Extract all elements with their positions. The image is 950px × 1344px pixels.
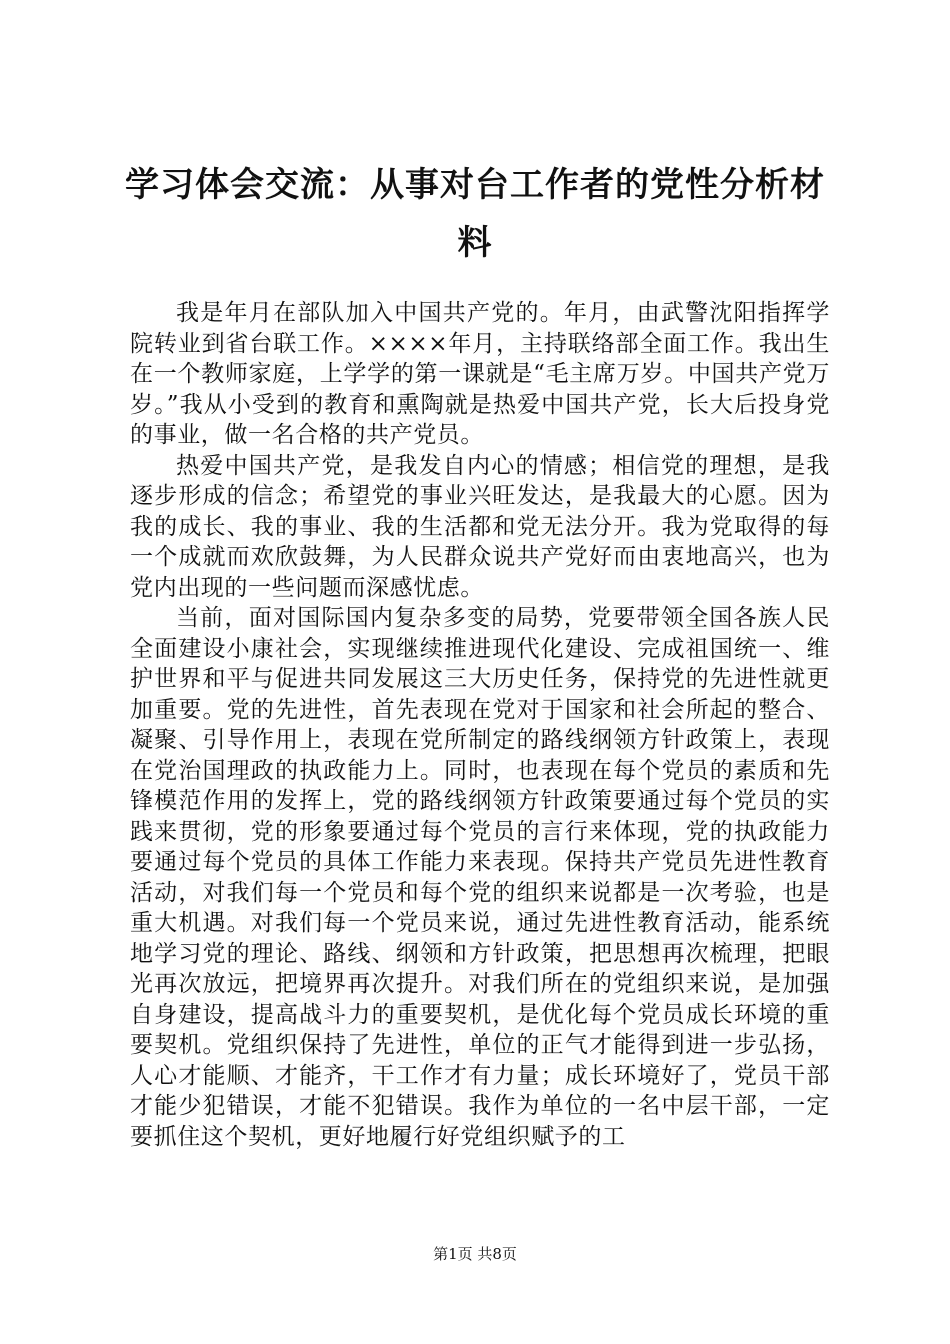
- document-title: 学习体会交流：从事对台工作者的党性分析材料: [125, 165, 825, 263]
- paragraph-1: 我是年月在部队加入中国共产党的。年月，由武警沈阳指挥学院转业到省台联工作。××××年月，主持联络部全面工作。我出生在一个教师家庭，上学学的第一课就是“毛主席万岁。中国共产党万岁。”我从小受到的教育和熏陶就是热爱中国共产党，长大后投身党的事业，做一名合格的共产党员。: [130, 300, 830, 448]
- page-number-footer: 第1页 共8页: [433, 1245, 517, 1263]
- paragraph-2: 热爱中国共产党，是我发自内心的情感；相信党的理想，是我逐步形成的信念；希望党的事业兴旺发达，是我最大的心愿。因为我的成长、我的事业、我的生活都和党无法分开。我为党取得的每一个成就而欢欣鼓舞，为人民群众说共产党好而由衷地高兴，也为党内出现的一些问题而深感忧虑。: [130, 452, 830, 601]
- paragraph-3: 当前，面对国际国内复杂多变的局势，党要带领全国各族人民全面建设小康社会，实现继续推进现代化建设、完成祖国统一、维护世界和平与促进共同发展这三大历史任务，保持党的先进性就更加重要。党的先进性，首先表现在党对于国家和社会所起的整合、凝聚、引导作用上，表现在党所制定的路线纲领方针政策上，表现在党治国理政的执政能力上。同时，也表现在每个党员的素质和先锋模范作用的发挥上，党的路线纲领方针政策要通过每个党员的实践来贯彻，党的形象要通过每个党员的言行来体现，党的执政能力要通过每个党员的具体工作能力来表现。保持共产党员先进性教育活动，对我们每一个党员和每个党的组织来说都是一次考验，也是重大机遇。对我们每一个党员来说，通过先进性教育活动，能系统地学习党的理论、路线、纲领和方针政策，把思想再次梳理，把眼光再次放远，把境界再次提升。对我们所在的党组织来说，是加强自身建设，提高战斗力的重要契机，是优化每个党员成长环境的重要契机。党组织保持了先进性，单位的正气才能得到进一步弘扬，人心才能顺、才能齐，干工作才有力量；成长环境好了，党员干部才能少犯错误，才能不犯错误。我作为单位的一名中层干部，一定要抓住这个契机，更好地履行好党组织赋予的工: [130, 605, 830, 1150]
- document-body: [130, 298, 830, 1152]
